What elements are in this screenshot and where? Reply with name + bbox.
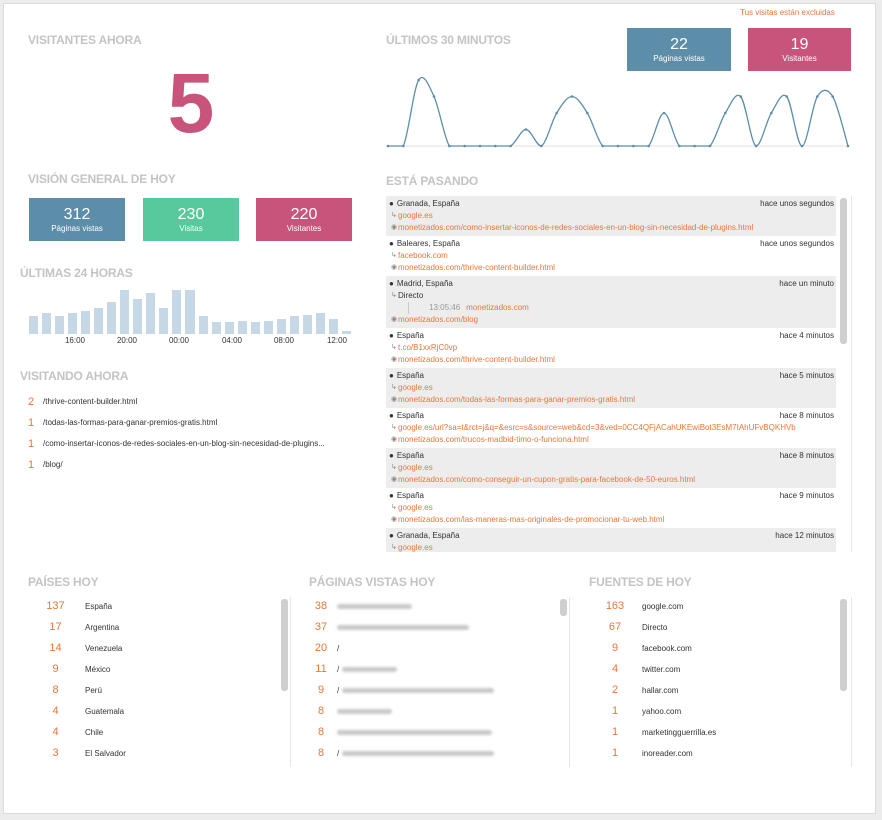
activity-event bbox=[386, 276, 836, 328]
countries-count: 4 bbox=[52, 726, 59, 738]
pages-row[interactable] bbox=[309, 600, 559, 621]
sources-divider bbox=[851, 597, 852, 767]
last24-bar-3 bbox=[68, 313, 77, 334]
chart-point-5 bbox=[463, 145, 466, 148]
event-referrer bbox=[389, 462, 834, 474]
pages-count: 11 bbox=[315, 663, 327, 675]
referrer-link[interactable]: facebook.com bbox=[398, 251, 448, 260]
chart-point-13 bbox=[586, 112, 589, 115]
last24-bar-20 bbox=[290, 316, 299, 334]
event-page bbox=[389, 394, 834, 406]
countries-count: 3 bbox=[52, 747, 59, 759]
today-pageviews-box bbox=[29, 198, 125, 241]
event-location-name: Madrid, España bbox=[396, 279, 453, 288]
last24-bar-16 bbox=[238, 321, 247, 334]
last-30-minutes-chart bbox=[386, 72, 852, 150]
pages-row[interactable] bbox=[309, 684, 559, 705]
countries-list bbox=[28, 600, 278, 768]
redacted-path bbox=[337, 730, 492, 735]
last-30-minutes-title: ÚLTIMOS 30 MINUTOS bbox=[386, 33, 511, 47]
today-pageviews-value: 312 bbox=[63, 205, 91, 223]
activity-event bbox=[386, 528, 836, 552]
referrer-arrow-icon: ↳ bbox=[391, 544, 397, 551]
eye-icon: ◉ bbox=[391, 476, 398, 483]
previous-pageview-link[interactable]: monetizados.com bbox=[466, 303, 529, 312]
excluded-visits-notice: Tus visitas están excluidas bbox=[740, 8, 835, 17]
countries-label: Venezuela bbox=[85, 644, 123, 653]
chart-point-15 bbox=[617, 145, 620, 148]
sources-count: 9 bbox=[611, 642, 619, 654]
location-pin-icon: ● bbox=[389, 411, 394, 420]
today-visits-value: 230 bbox=[177, 205, 205, 223]
last24-tick-2: 00:00 bbox=[168, 336, 190, 345]
event-time: hace 8 minutos bbox=[779, 411, 834, 420]
referrer-direct: Directo bbox=[398, 291, 424, 300]
last24-bar-12 bbox=[185, 290, 194, 334]
activity-event bbox=[386, 196, 836, 236]
activity-feed-scroll-track bbox=[851, 196, 852, 552]
last24-bar-1 bbox=[42, 313, 51, 334]
pages-count: 37 bbox=[314, 621, 328, 633]
event-referrer bbox=[389, 250, 834, 262]
countries-row[interactable] bbox=[28, 600, 278, 621]
activity-feed bbox=[386, 196, 836, 552]
chart-point-20 bbox=[693, 145, 696, 148]
last24-bar-4 bbox=[81, 311, 90, 334]
countries-count: 137 bbox=[46, 600, 65, 612]
last24-bar-23 bbox=[329, 319, 338, 334]
event-page bbox=[389, 514, 834, 526]
visiting-now-title: VISITANDO AHORA bbox=[20, 369, 129, 383]
last24-bar-24 bbox=[342, 331, 351, 334]
pages-label: / bbox=[337, 686, 340, 695]
sources-row[interactable] bbox=[589, 642, 839, 663]
referrer-arrow-icon: ↳ bbox=[391, 424, 397, 431]
pages-count: 8 bbox=[317, 705, 325, 717]
visiting-now-count: 1 bbox=[28, 459, 35, 471]
location-pin-icon: ● bbox=[389, 371, 394, 380]
event-page bbox=[389, 434, 834, 446]
last30-pageviews-value: 22 bbox=[670, 35, 688, 53]
chart-point-19 bbox=[678, 145, 681, 148]
activity-event bbox=[386, 408, 836, 448]
event-time: hace 12 minutos bbox=[775, 531, 834, 540]
sources-row[interactable] bbox=[589, 705, 839, 726]
today-pageviews-label: Páginas vistas bbox=[51, 223, 103, 233]
pages-row[interactable] bbox=[309, 726, 559, 747]
referrer-link[interactable]: google.es bbox=[398, 211, 433, 220]
last24-bar-21 bbox=[303, 315, 312, 334]
last24-tick-5: 12:00 bbox=[326, 336, 348, 345]
event-referrer bbox=[389, 502, 834, 514]
referrer-arrow-icon: ↳ bbox=[391, 292, 397, 299]
sources-scrollbar[interactable] bbox=[840, 599, 847, 691]
activity-event bbox=[386, 368, 836, 408]
event-time: hace 9 minutos bbox=[779, 491, 834, 500]
chart-point-11 bbox=[555, 112, 558, 115]
countries-count: 17 bbox=[49, 621, 62, 633]
event-location-name: España bbox=[396, 491, 424, 500]
activity-event bbox=[386, 236, 836, 276]
event-referrer bbox=[389, 542, 834, 552]
sources-count: 1 bbox=[611, 726, 619, 738]
eye-icon: ◉ bbox=[391, 356, 398, 363]
pages-row[interactable] bbox=[309, 642, 559, 663]
chart-point-30 bbox=[847, 145, 850, 148]
last24-bar-8 bbox=[133, 299, 142, 334]
countries-row[interactable] bbox=[28, 726, 278, 747]
eye-icon: ◉ bbox=[391, 396, 398, 403]
sources-row[interactable] bbox=[589, 600, 839, 621]
chart-point-27 bbox=[801, 145, 804, 148]
event-location bbox=[389, 278, 834, 290]
last30-visitors-label: Visitantes bbox=[782, 53, 817, 63]
last-24-hours-title: ÚLTIMAS 24 HORAS bbox=[20, 266, 133, 280]
sources-row[interactable] bbox=[589, 684, 839, 705]
countries-label: Perú bbox=[85, 686, 102, 695]
chart-series-line bbox=[388, 77, 848, 146]
chart-point-24 bbox=[755, 145, 758, 148]
chart-point-25 bbox=[770, 112, 773, 115]
eye-icon: ◉ bbox=[391, 516, 398, 523]
visiting-now-path: /thrive-content-builder.html bbox=[43, 397, 138, 406]
last30-pageviews-label: Páginas vistas bbox=[653, 53, 705, 63]
today-overview-title: VISIÓN GENERAL DE HOY bbox=[28, 172, 176, 186]
visiting-now-count: 1 bbox=[28, 438, 35, 450]
chart-point-17 bbox=[647, 145, 650, 148]
sources-count: 163 bbox=[605, 600, 625, 612]
referrer-arrow-icon: ↳ bbox=[391, 384, 397, 391]
event-location-name: Granada, España bbox=[396, 531, 460, 540]
last24-tick-3: 04:00 bbox=[221, 336, 243, 345]
countries-count: 9 bbox=[52, 663, 59, 675]
event-referrer bbox=[389, 290, 834, 302]
event-page-link[interactable]: monetizados.com/como-insertar-iconos-de-redes-sociales-en-un-blog-sin-necesidad-de-plugins.html bbox=[398, 223, 754, 232]
event-location bbox=[389, 370, 834, 382]
sources-label: inoreader.com bbox=[642, 749, 693, 758]
visiting-now-path: /todas-las-formas-para-ganar-premios-gratis.html bbox=[43, 418, 218, 427]
chart-point-16 bbox=[632, 145, 635, 148]
sources-list bbox=[589, 600, 839, 768]
location-pin-icon: ● bbox=[389, 331, 394, 340]
last24-bar-17 bbox=[251, 322, 260, 334]
event-location bbox=[389, 330, 834, 342]
last24-bar-10 bbox=[159, 308, 168, 334]
chart-point-4 bbox=[448, 145, 451, 148]
event-page bbox=[389, 262, 834, 274]
eye-icon: ◉ bbox=[391, 436, 398, 443]
event-page bbox=[389, 222, 834, 234]
referrer-link[interactable]: google.es/url?sa=t&rct=j&q=&esrc=s&source=web&cd=3&ved=0CC4QFjACahUKEwiBot3EsM7IAhUFvBQKHVb bbox=[398, 423, 796, 432]
chart-point-29 bbox=[831, 95, 834, 98]
visiting-now-count: 1 bbox=[28, 417, 35, 429]
location-pin-icon: ● bbox=[389, 239, 394, 248]
event-page-link[interactable]: monetizados.com/blog bbox=[398, 315, 479, 324]
countries-scrollbar[interactable] bbox=[281, 599, 288, 691]
chart-point-18 bbox=[663, 112, 666, 115]
redacted-path bbox=[342, 688, 494, 693]
location-pin-icon: ● bbox=[389, 279, 394, 288]
location-pin-icon: ● bbox=[389, 491, 394, 500]
chart-point-0 bbox=[387, 145, 390, 148]
pages-label: / bbox=[337, 749, 340, 758]
last24-bar-13 bbox=[199, 316, 208, 334]
chart-point-14 bbox=[601, 145, 604, 148]
sources-label: twitter.com bbox=[642, 665, 681, 674]
sources-label: hallar.com bbox=[642, 686, 679, 695]
last24-tick-4: 08:00 bbox=[273, 336, 295, 345]
countries-label: España bbox=[85, 602, 113, 611]
redacted-path bbox=[342, 667, 397, 672]
location-pin-icon: ● bbox=[389, 531, 394, 540]
pages-count: 9 bbox=[317, 684, 325, 696]
chart-point-8 bbox=[509, 145, 512, 148]
pages-row[interactable] bbox=[309, 663, 559, 684]
event-location bbox=[389, 490, 834, 502]
last-24-hours-chart bbox=[28, 290, 354, 334]
pages-label: / bbox=[337, 665, 340, 674]
countries-count: 4 bbox=[52, 705, 59, 717]
chart-point-10 bbox=[540, 145, 543, 148]
countries-count: 14 bbox=[49, 642, 62, 654]
activity-feed-scrollbar[interactable] bbox=[840, 198, 847, 344]
sources-count: 2 bbox=[611, 684, 619, 696]
event-referrer bbox=[389, 382, 834, 394]
countries-label: El Salvador bbox=[85, 749, 126, 758]
today-visitors-label: Visitantes bbox=[286, 223, 322, 233]
visiting-now-path: /como-insertar-iconos-de-redes-sociales-en-un-blog-sin-necesidad-de-plugins... bbox=[43, 439, 325, 448]
today-visitors-box bbox=[256, 198, 352, 241]
referrer-link[interactable]: google.es bbox=[398, 383, 433, 392]
sources-count: 1 bbox=[611, 705, 619, 717]
visitors-now-title: VISITANTES AHORA bbox=[28, 33, 142, 47]
last24-bar-18 bbox=[264, 321, 273, 334]
last24-bar-5 bbox=[94, 308, 103, 334]
event-location-name: Granada, España bbox=[396, 199, 460, 208]
pageviews-list bbox=[309, 600, 559, 768]
chart-point-7 bbox=[494, 145, 497, 148]
referrer-link[interactable]: t.co/B1xxRjC0vp bbox=[398, 343, 458, 352]
sources-row[interactable] bbox=[589, 726, 839, 747]
event-location bbox=[389, 410, 834, 422]
chart-point-3 bbox=[433, 95, 436, 98]
event-location-name: España bbox=[396, 411, 424, 420]
today-visits-label: Visitas bbox=[179, 223, 203, 233]
countries-label: México bbox=[85, 665, 111, 674]
redacted-path bbox=[337, 709, 392, 714]
last24-bar-6 bbox=[107, 302, 116, 334]
today-visitors-value: 220 bbox=[290, 205, 318, 223]
location-pin-icon: ● bbox=[389, 199, 394, 208]
referrer-arrow-icon: ↳ bbox=[391, 252, 397, 259]
event-location-name: España bbox=[396, 331, 424, 340]
sources-count: 4 bbox=[611, 663, 619, 675]
pages-row[interactable] bbox=[309, 705, 559, 726]
event-location-name: España bbox=[396, 451, 424, 460]
event-page-link[interactable]: monetizados.com/trucos-madbid-timo-o-funciona.html bbox=[398, 435, 589, 444]
event-location bbox=[389, 450, 834, 462]
event-location bbox=[389, 530, 834, 542]
chart-point-9 bbox=[525, 128, 528, 131]
event-page bbox=[389, 474, 834, 486]
last24-bar-2 bbox=[55, 316, 64, 334]
today-visits-box bbox=[143, 198, 239, 241]
event-referrer bbox=[389, 210, 834, 222]
location-pin-icon: ● bbox=[389, 451, 394, 460]
sources-today-title: FUENTES DE HOY bbox=[589, 575, 692, 589]
redacted-path bbox=[337, 625, 469, 630]
event-page bbox=[389, 354, 834, 366]
chart-point-12 bbox=[571, 95, 574, 98]
visiting-now-path: /blog/ bbox=[43, 460, 63, 469]
event-time: hace un minuto bbox=[779, 279, 834, 288]
last24-bar-14 bbox=[212, 322, 221, 334]
event-location-name: España bbox=[396, 371, 424, 380]
pageviews-divider bbox=[569, 597, 570, 767]
pages-count: 38 bbox=[314, 600, 328, 612]
countries-count: 8 bbox=[52, 684, 59, 696]
last24-bar-11 bbox=[172, 290, 181, 334]
countries-row[interactable] bbox=[28, 705, 278, 726]
event-page-link[interactable]: monetizados.com/todas-las-formas-para-ganar-premios-gratis.html bbox=[398, 395, 635, 404]
event-time: hace 5 minutos bbox=[779, 371, 834, 380]
activity-event bbox=[386, 328, 836, 368]
chart-point-23 bbox=[739, 95, 742, 98]
countries-row[interactable] bbox=[28, 684, 278, 705]
referrer-arrow-icon: ↳ bbox=[391, 464, 397, 471]
pageviews-today-title: PÁGINAS VISTAS HOY bbox=[309, 575, 436, 589]
last24-bar-9 bbox=[146, 293, 155, 334]
countries-row[interactable] bbox=[28, 621, 278, 642]
referrer-link[interactable]: google.es bbox=[398, 463, 433, 472]
chart-point-26 bbox=[785, 95, 788, 98]
activity-event bbox=[386, 488, 836, 528]
sources-label: facebook.com bbox=[642, 644, 692, 653]
redacted-path bbox=[337, 604, 412, 609]
sources-row[interactable] bbox=[589, 663, 839, 684]
event-previous-pageview bbox=[408, 302, 834, 314]
sources-count: 67 bbox=[608, 621, 622, 633]
eye-icon: ◉ bbox=[391, 316, 398, 323]
activity-event bbox=[386, 448, 836, 488]
sources-count: 1 bbox=[611, 747, 619, 759]
chart-point-2 bbox=[417, 79, 420, 82]
eye-icon: ◉ bbox=[391, 264, 398, 271]
sources-label: marketingguerrilla.es bbox=[642, 728, 717, 737]
pages-row[interactable] bbox=[309, 747, 559, 768]
pages-row[interactable] bbox=[309, 621, 559, 642]
referrer-arrow-icon: ↳ bbox=[391, 504, 397, 511]
chart-point-28 bbox=[816, 95, 819, 98]
countries-label: Chile bbox=[85, 728, 104, 737]
countries-row[interactable] bbox=[28, 642, 278, 663]
referrer-arrow-icon: ↳ bbox=[391, 344, 397, 351]
last30-pageviews-box bbox=[627, 28, 731, 71]
previous-pageview-time: 13:05:46 bbox=[429, 303, 461, 312]
sources-label: google.com bbox=[642, 602, 684, 611]
last30-visitors-box bbox=[748, 28, 851, 71]
pages-label: / bbox=[337, 644, 340, 653]
event-time: hace unos segundos bbox=[760, 199, 834, 208]
countries-row[interactable] bbox=[28, 747, 278, 768]
chart-point-22 bbox=[724, 112, 727, 115]
pages-count: 20 bbox=[314, 642, 328, 654]
chart-point-1 bbox=[402, 145, 405, 148]
pages-count: 8 bbox=[317, 726, 325, 738]
last24-tick-1: 20:00 bbox=[116, 336, 138, 345]
last24-bar-19 bbox=[277, 319, 286, 334]
countries-today-title: PAÍSES HOY bbox=[28, 575, 99, 589]
last24-bar-15 bbox=[225, 322, 234, 334]
sources-row[interactable] bbox=[589, 747, 839, 768]
eye-icon: ◉ bbox=[391, 224, 398, 231]
countries-row[interactable] bbox=[28, 663, 278, 684]
event-page-link[interactable]: monetizados.com/como-conseguir-un-cupon-gratis-para-facebook-de-50-euros.html bbox=[398, 475, 696, 484]
last30-visitors-value: 19 bbox=[790, 35, 809, 53]
event-time: hace unos segundos bbox=[760, 239, 834, 248]
chart-point-21 bbox=[709, 145, 712, 148]
pageviews-scrollbar[interactable] bbox=[560, 599, 567, 616]
countries-divider bbox=[290, 597, 291, 767]
countries-label: Guatemala bbox=[85, 707, 125, 716]
referrer-arrow-icon: ↳ bbox=[391, 212, 397, 219]
event-page-link[interactable]: monetizados.com/thrive-content-builder.html bbox=[398, 355, 555, 364]
last24-tick-0: 16:00 bbox=[64, 336, 86, 345]
countries-label: Argentina bbox=[85, 623, 120, 632]
event-page bbox=[389, 314, 834, 326]
sources-label: yahoo.com bbox=[642, 707, 682, 716]
last24-bar-0 bbox=[29, 316, 38, 334]
referrer-link[interactable]: google.es bbox=[398, 543, 433, 552]
sources-row[interactable] bbox=[589, 621, 839, 642]
last24-bar-7 bbox=[120, 290, 129, 334]
last24-bar-22 bbox=[316, 313, 325, 334]
redacted-path bbox=[342, 751, 494, 756]
sources-label: Directo bbox=[642, 623, 668, 632]
visiting-now-count: 2 bbox=[28, 396, 35, 408]
last-24-hours-axis bbox=[28, 336, 354, 348]
event-referrer bbox=[389, 422, 834, 434]
event-page-link[interactable]: monetizados.com/las-maneras-mas-originales-de-promocionar-tu-web.html bbox=[398, 515, 665, 524]
event-location-name: Baleares, España bbox=[396, 239, 460, 248]
pages-count: 8 bbox=[317, 747, 325, 759]
visitors-now-count: 5 bbox=[167, 56, 215, 150]
event-time: hace 8 minutos bbox=[779, 451, 834, 460]
event-referrer bbox=[389, 342, 834, 354]
event-time: hace 4 minutos bbox=[779, 331, 834, 340]
event-page-link[interactable]: monetizados.com/thrive-content-builder.html bbox=[398, 263, 555, 272]
referrer-link[interactable]: google.es bbox=[398, 503, 433, 512]
chart-point-6 bbox=[479, 145, 482, 148]
happening-now-title: ESTÁ PASANDO bbox=[386, 174, 479, 188]
